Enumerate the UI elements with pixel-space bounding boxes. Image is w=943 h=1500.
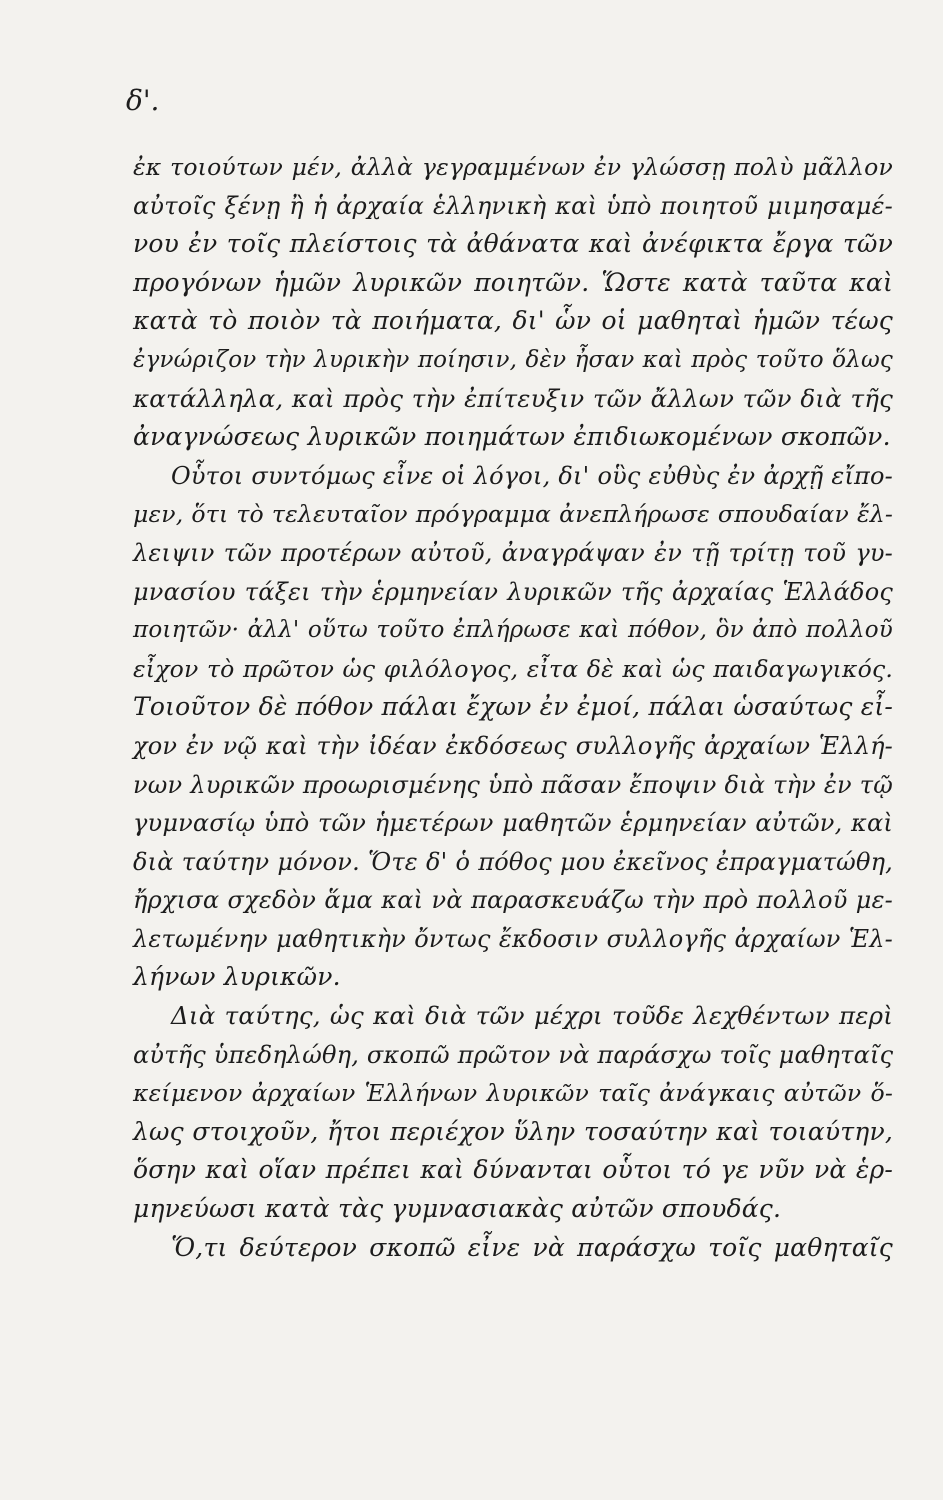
text-line: μηνεύωσι κατὰ τὰς γυμνασιακὰς αὐτῶν σπουδάς. bbox=[133, 1194, 782, 1224]
text-line: Τοιοῦτον δὲ πόθον πάλαι ἔχων ἐν ἐμοί, πάλαι ὡσαύτως εἶ- bbox=[133, 692, 893, 722]
text-line: μεν, ὅτι τὸ τελευταῖον πρόγραμμα ἀνεπλήρωσε σπουδαίαν ἔλ- bbox=[133, 500, 893, 529]
text-line: Διὰ ταύτης, ὡς καὶ διὰ τῶν μέχρι τοῦδε λεχθέντων περὶ bbox=[171, 1001, 893, 1031]
body-text bbox=[133, 148, 893, 1267]
text-line: λετωμένην μαθητικὴν ὄντως ἔκδοσιν συλλογῆς ἀρχαίων Ἑλ- bbox=[133, 924, 893, 953]
text-line: ἀναγνώσεως λυρικῶν ποιημάτων ἐπιδιωκομένων σκοπῶν. bbox=[133, 422, 891, 452]
text-line: λήνων λυρικῶν. bbox=[133, 962, 341, 992]
text-line: διὰ ταύτην μόνον. Ὅτε δ' ὁ πόθος μου ἐκεῖνος ἐπραγματώθη, bbox=[133, 847, 893, 876]
text-line: ἤρχισα σχεδὸν ἅμα καὶ νὰ παρασκευάζω τὴν πρὸ πολλοῦ με- bbox=[133, 886, 893, 915]
text-line: νων λυρικῶν προωρισμένης ὑπὸ πᾶσαν ἔποψιν διὰ τὴν ἐν τῷ bbox=[133, 770, 893, 799]
text-line: νου ἐν τοῖς πλείστοις τὰ ἀθάνατα καὶ ἀνέφικτα ἔργα τῶν bbox=[133, 229, 893, 259]
text-line: χον ἐν νῷ καὶ τὴν ἰδέαν ἐκδόσεως συλλογῆς ἀρχαίων Ἑλλή- bbox=[133, 731, 893, 760]
text-line: Ὅ,τι δεύτερον σκοπῶ εἶνε νὰ παράσχω τοῖς μαθηταῖς bbox=[171, 1232, 893, 1262]
text-line: ποιητῶν· ἀλλ' οὕτω τοῦτο ἐπλήρωσε καὶ πόθον, ὃν ἀπὸ πολλοῦ bbox=[133, 617, 893, 644]
text-line: αὐτοῖς ξένῃ ἢ ἡ ἀρχαία ἑλληνικὴ καὶ ὑπὸ ποιητοῦ μιμησαμέ- bbox=[133, 191, 893, 220]
text-line: ὅσην καὶ οἵαν πρέπει καὶ δύνανται οὗτοι τό γε νῦν νὰ ἑρ- bbox=[133, 1155, 893, 1185]
text-line: κατὰ τὸ ποιὸν τὰ ποιήματα, δι' ὧν οἱ μαθηταὶ ἡμῶν τέως bbox=[133, 306, 893, 336]
page-number: δ'. bbox=[126, 84, 160, 117]
text-line: μνασίου τάξει τὴν ἑρμηνείαν λυρικῶν τῆς ἀρχαίας Ἑλλάδος bbox=[133, 577, 893, 606]
text-line: ἐγνώριζον τὴν λυρικὴν ποίησιν, δὲν ἦσαν καὶ πρὸς τοῦτο ὅλως bbox=[133, 346, 893, 373]
text-line: λειψιν τῶν προτέρων αὐτοῦ, ἀναγράψαν ἐν τῇ τρίτῃ τοῦ γυ- bbox=[133, 538, 893, 567]
text-line: κείμενον ἀρχαίων Ἑλλήνων λυρικῶν ταῖς ἀνάγκαις αὐτῶν ὅ- bbox=[133, 1079, 893, 1108]
text-line: ἐκ τοιούτων μέν, ἀλλὰ γεγραμμένων ἐν γλώσσῃ πολὺ μᾶλλον bbox=[133, 153, 893, 181]
text-line: γυμνασίῳ ὑπὸ τῶν ἡμετέρων μαθητῶν ἑρμηνείαν αὐτῶν, καὶ bbox=[133, 809, 893, 838]
text-line: αὐτῆς ὑπεδηλώθη, σκοπῶ πρῶτον νὰ παράσχω τοῖς μαθηταῖς bbox=[133, 1040, 894, 1069]
text-line: Οὗτοι συντόμως εἶνε οἱ λόγοι, δι' οὓς εὐθὺς ἐν ἀρχῇ εἴπο- bbox=[171, 461, 893, 490]
text-line: εἶχον τὸ πρῶτον ὡς φιλόλογος, εἶτα δὲ καὶ ὡς παιδαγωγικός. bbox=[133, 654, 893, 683]
text-line: λως στοιχοῦν, ἤτοι περιέχον ὕλην τοσαύτην καὶ τοιαύτην, bbox=[133, 1116, 893, 1146]
text-line: προγόνων ἡμῶν λυρικῶν ποιητῶν. Ὥστε κατὰ ταῦτα καὶ bbox=[133, 267, 893, 297]
text-line: κατάλληλα, καὶ πρὸς τὴν ἐπίτευξιν τῶν ἄλλων τῶν διὰ τῆς bbox=[133, 383, 893, 413]
